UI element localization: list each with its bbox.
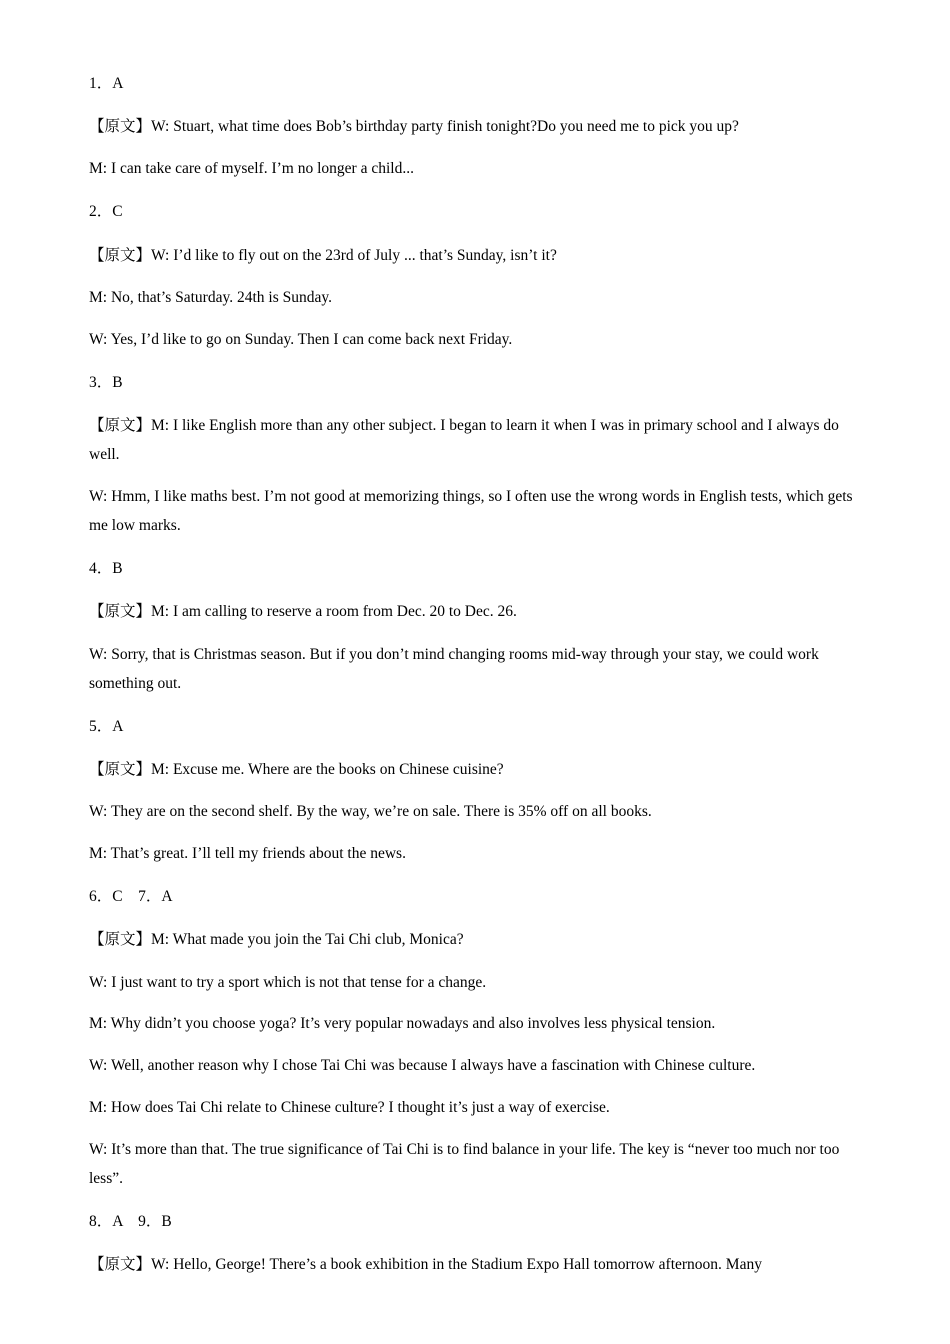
- transcript-line: W: Well, another reason why I chose Tai Chi was because I always have a fascination with Chinese culture.: [89, 1057, 756, 1074]
- transcript-line: 【原文】M: What made you join the Tai Chi club, Monica?: [89, 931, 464, 948]
- answer-6-7: 6．C 7．A: [89, 888, 173, 905]
- transcript-line: 【原文】W: I’d like to fly out on the 23rd of July ... that’s Sunday, isn’t it?: [89, 247, 557, 264]
- transcript-line: 【原文】W: Hello, George! There’s a book exhibition in the Stadium Expo Hall tomorrow afternoon. Many: [89, 1256, 762, 1273]
- transcript-line: W: Hmm, I like maths best. I’m not good at memorizing things, so I often use the wrong words in English tests, which gets me low marks.: [89, 488, 853, 534]
- transcript-line: M: That’s great. I’ll tell my friends about the news.: [89, 845, 406, 862]
- answer-5: 5．A: [89, 718, 124, 735]
- transcript-line: W: They are on the second shelf. By the way, we’re on sale. There is 35% off on all books.: [89, 803, 652, 820]
- transcript-line: 【原文】M: I am calling to reserve a room from Dec. 20 to Dec. 26.: [89, 603, 517, 620]
- transcript-line: W: Yes, I’d like to go on Sunday. Then I can come back next Friday.: [89, 331, 513, 348]
- transcript-line: M: No, that’s Saturday. 24th is Sunday.: [89, 289, 332, 306]
- answer-8-9: 8．A 9．B: [89, 1213, 172, 1230]
- transcript-line: 【原文】W: Stuart, what time does Bob’s birthday party finish tonight?Do you need me to pick you up?: [89, 118, 739, 135]
- transcript-line: M: How does Tai Chi relate to Chinese culture? I thought it’s just a way of exercise.: [89, 1099, 610, 1116]
- transcript-line: 【原文】M: I like English more than any other subject. I began to learn it when I was in primary school and I always do well.: [89, 417, 839, 463]
- answer-4: 4．B: [89, 560, 123, 577]
- answer-1: 1．A: [89, 75, 124, 92]
- transcript-line: W: It’s more than that. The true significance of Tai Chi is to find balance in your life. The key is “never too much nor too less”.: [89, 1141, 840, 1187]
- transcript-line: M: Why didn’t you choose yoga? It’s very popular nowadays and also involves less physical tension.: [89, 1015, 716, 1032]
- transcript-line: M: I can take care of myself. I’m no longer a child...: [89, 160, 414, 177]
- transcript-line: W: Sorry, that is Christmas season. But if you don’t mind changing rooms mid-way through your stay, we could work something out.: [89, 646, 819, 692]
- transcript-line: W: I just want to try a sport which is not that tense for a change.: [89, 974, 487, 991]
- answer-2: 2．C: [89, 203, 123, 220]
- answer-3: 3．B: [89, 374, 123, 391]
- transcript-line: 【原文】M: Excuse me. Where are the books on Chinese cuisine?: [89, 761, 504, 778]
